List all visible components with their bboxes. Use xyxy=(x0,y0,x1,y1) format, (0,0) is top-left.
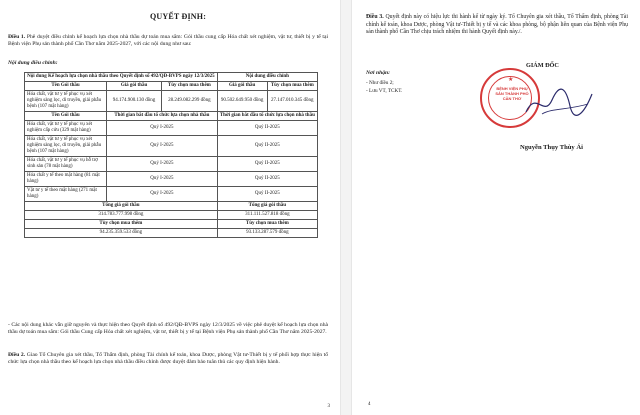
package-name: Hóa chất, vật tư y tế phục vụ xét nghiệm cấp cứu (329 mặt hàng) xyxy=(25,121,107,136)
package-name: Vật tư y tế theo mặt hàng (271 mặt hàng) xyxy=(25,187,107,202)
seal-text: BỆNH VIỆN PHỤ SẢN THÀNH PHỐ CẦN THƠ xyxy=(495,86,529,101)
total-label-adjusted: Tổng giá gói thầu xyxy=(217,202,317,211)
other-content-paragraph: - Các nội dung khác vẫn giữ nguyên và thực hiện theo Quyết định số 492/QĐ-BVPS ngày 12/3/2025 về việc phê duyệt kế hoạch lựa chọn nhà thầu dự toán mua sắm: Gói thầu Cung cấp Hóa chất xét nghiệm, vật tư, thiết bị y tế tại Bệnh viện Phụ sản thành phố Cần Thơ năm 2025-2027. xyxy=(8,322,328,336)
start-quarter: Quý I-2025 xyxy=(107,157,218,172)
start-quarter-adjusted: Quý II-2025 xyxy=(217,172,317,187)
start-quarter-adjusted: Quý II-2025 xyxy=(217,136,317,157)
package-name: Hóa chất y tế theo mặt hàng (81 mặt hàng) xyxy=(25,172,107,187)
adjustment-table xyxy=(24,72,318,238)
package-price-adjusted: 90.502.649.950 đồng xyxy=(217,91,267,112)
recipients-title: Nơi nhận: xyxy=(366,70,390,76)
total-value: 314.783.777.998 đồng xyxy=(25,211,218,220)
article-2-paragraph xyxy=(8,352,328,367)
package-price: 94.174.900.130 đồng xyxy=(107,91,162,112)
decision-heading: QUYẾT ĐỊNH: xyxy=(150,12,207,21)
option-value-adjusted: 93.133.287.579 đồng xyxy=(217,229,317,238)
page-number-right: 4 xyxy=(368,402,371,407)
article-3-text: Quyết định này có hiệu lực thi hành kể từ ngày ký. Tổ Chuyên gia xét thầu, Tổ Thẩm định, phòng Tài chính kế toán, khoa Dược, phòng Vật tư-Thiết bị y tế và các khoa phòng, bộ phận liên quan của Bệnh viện Phụ sản thành phố Cần Thơ chịu trách nhiệm thi hành Quyết định này./. xyxy=(366,14,628,36)
recipient-item: - Như điều 2; xyxy=(366,80,394,86)
package-option-adjusted: 27.147.010.345 đồng xyxy=(267,91,317,112)
header-start-time-adjusted: Thời gian bắt đầu tổ chức lựa chọn nhà thầu xyxy=(217,112,317,121)
package-name: Hóa chất, vật tư y tế phục vụ hỗ trợ sinh sản (78 mặt hàng) xyxy=(25,157,107,172)
table-row xyxy=(25,91,318,112)
article-1-paragraph xyxy=(8,34,328,49)
option-label: Tùy chọn mua thêm xyxy=(25,220,218,229)
header-price-adjusted: Giá gói thầu xyxy=(217,82,267,91)
total-value-adjusted: 311.111.527.818 đồng xyxy=(217,211,317,220)
header-price: Giá gói thầu xyxy=(107,82,162,91)
col-adjust-header: Nội dung điều chỉnh xyxy=(217,73,317,82)
page-gutter xyxy=(340,0,352,415)
page-number-left: 3 xyxy=(327,404,330,409)
table-row xyxy=(25,172,318,187)
table-row xyxy=(25,121,318,136)
package-name: Hóa chất, vật tư y tế phục vụ xét nghiệm sàng lọc, di truyền, giải phẫu bệnh (107 mặt hàng) xyxy=(25,91,107,112)
package-name: Hóa chất, vật tư y tế phục vụ xét nghiệm sàng lọc, di truyền, giải phẫu bệnh (107 mặt hàng) xyxy=(25,136,107,157)
start-quarter: Quý I-2025 xyxy=(107,121,218,136)
start-quarter-adjusted: Quý II-2025 xyxy=(217,187,317,202)
header-package-name: Tên Gói thầu xyxy=(25,82,107,91)
total-label: Tổng giá gói thầu xyxy=(25,202,218,211)
adjustment-subtitle: Nội dung điều chỉnh: xyxy=(8,60,58,66)
col-plan-header: Nội dung Kế hoạch lựa chọn nhà thầu theo Quyết định số 492/QĐ-BVPS ngày 12/3/2025 xyxy=(25,73,218,82)
header-option-adjusted: Tùy chọn mua thêm xyxy=(267,82,317,91)
recipient-item: - Lưu VT, TCKT. xyxy=(366,88,403,94)
signer-title: GIÁM ĐỐC xyxy=(526,62,559,69)
seal-star-icon: ★ xyxy=(508,77,514,83)
signer-name: Nguyễn Thụy Thùy Ái xyxy=(520,144,583,151)
package-option: 28.249.082.299 đồng xyxy=(162,91,218,112)
option-label-adjusted: Tùy chọn mua thêm xyxy=(217,220,317,229)
table-row xyxy=(25,187,318,202)
header-start-time: Thời gian bắt đầu tổ chức lựa chọn nhà thầu xyxy=(107,112,218,121)
article-2-text: Giao Tổ Chuyên gia xét thầu, Tổ Thẩm định, phòng Tài chính kế toán, khoa Dược, phòng Vật tư-Thiết bị y tế phối hợp thực hiện tổ chức lựa chọn nhà thầu theo kế hoạch lựa chọn nhà thầu điều chỉnh được duyệt đảm bảo tuân thủ các quy định hiện hành. xyxy=(8,352,328,366)
header-package-name-2: Tên Gói thầu xyxy=(25,112,107,121)
article-1-label: Điều 1. xyxy=(8,34,26,40)
start-quarter: Quý I-2025 xyxy=(107,187,218,202)
start-quarter-adjusted: Quý II-2025 xyxy=(217,157,317,172)
article-2-label: Điều 2. xyxy=(8,352,26,358)
handwritten-signature xyxy=(522,84,602,124)
table-row xyxy=(25,157,318,172)
start-quarter-adjusted: Quý II-2025 xyxy=(217,121,317,136)
start-quarter: Quý I-2025 xyxy=(107,136,218,157)
header-option: Tùy chọn mua thêm xyxy=(162,82,218,91)
document-page-right xyxy=(352,0,640,415)
table-row xyxy=(25,136,318,157)
start-quarter: Quý I-2025 xyxy=(107,172,218,187)
article-3-paragraph xyxy=(366,14,628,37)
option-value: 94.235.359.533 đồng xyxy=(25,229,218,238)
article-3-label: Điều 3. xyxy=(366,14,384,20)
article-1-text: Phê duyệt điều chỉnh kế hoạch lựa chọn nhà thầu dự toán mua sắm: Gói thầu cung cấp Hóa chất xét nghiệm, vật tư, thiết bị y tế tại Bệnh viện Phụ sản thành phố Cần Thơ năm 2025-2027, với các nội dung như sau: xyxy=(8,34,329,48)
